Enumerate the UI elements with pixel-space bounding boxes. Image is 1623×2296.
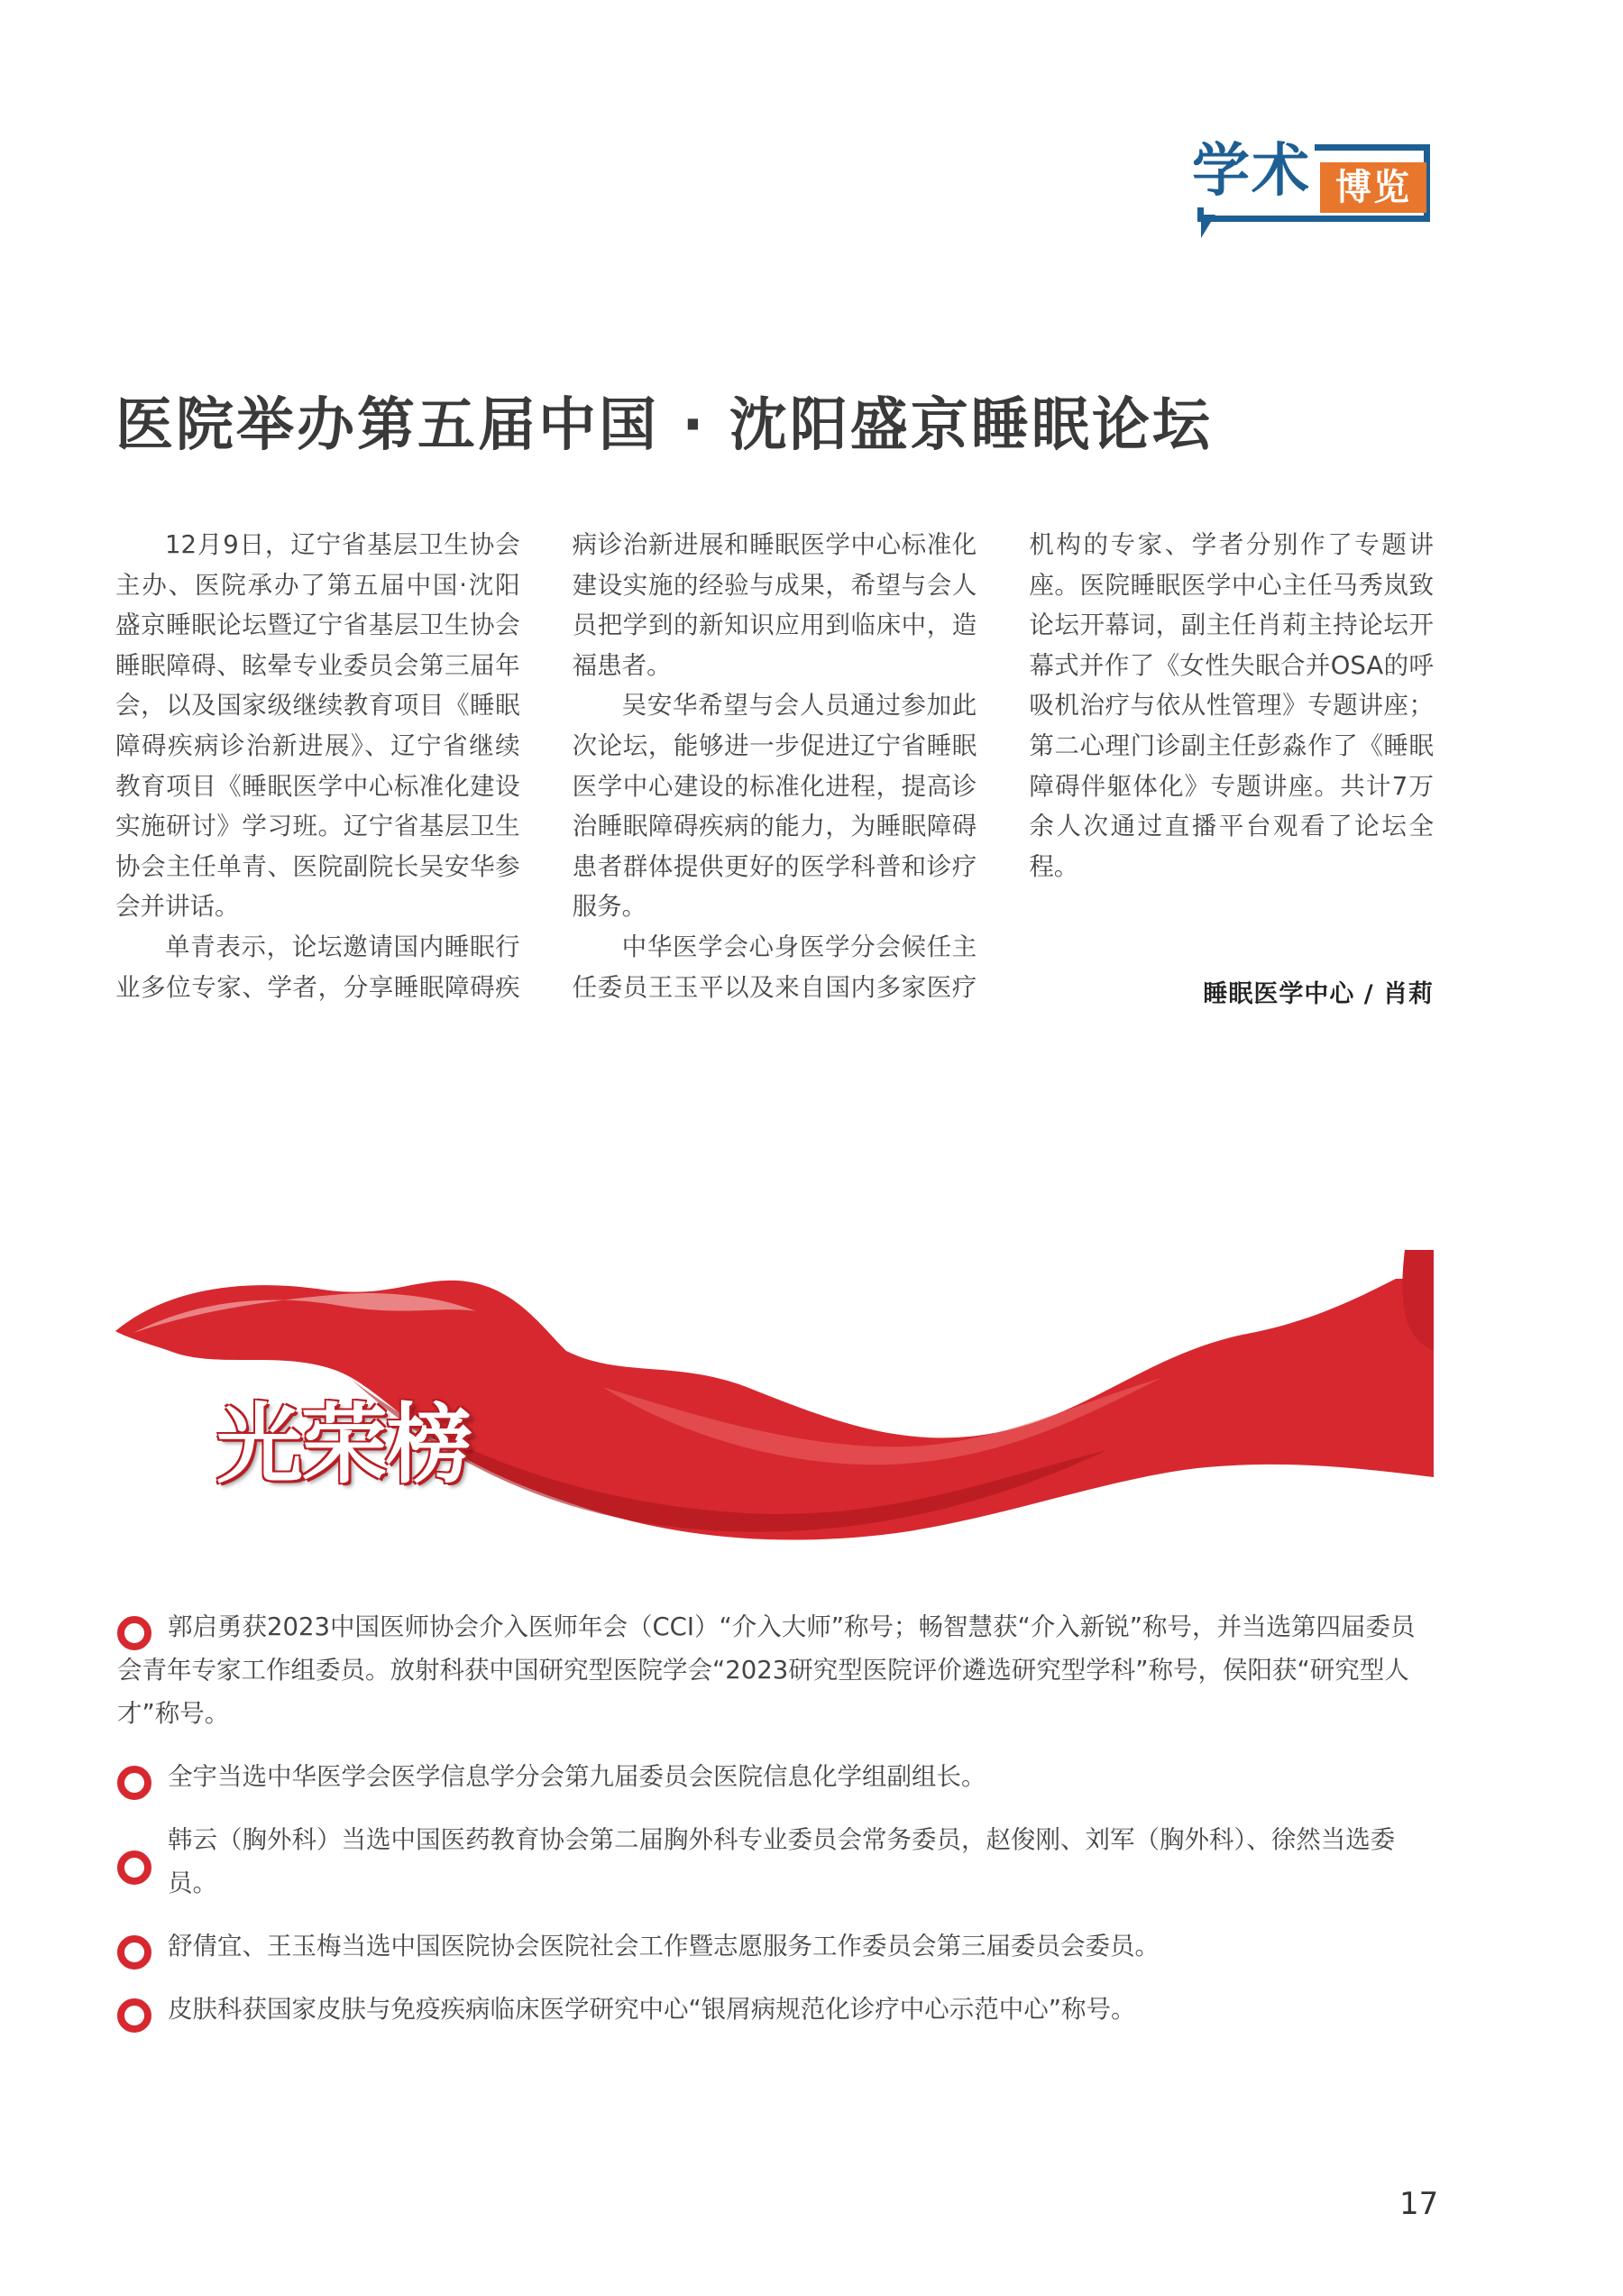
article-title: 医院举办第五届中国 · 沈阳盛京睡眠论坛 — [115, 392, 1213, 459]
honor-text: 皮肤科获国家皮肤与免疫疾病临床医学研究中心“银屑病规范化诊疗中心示范中心”称号。 — [168, 1995, 1136, 2024]
honor-roll-list — [117, 1605, 1435, 2051]
list-item — [117, 1988, 1435, 2031]
list-item — [117, 1755, 1435, 1798]
article-body — [115, 525, 1434, 1030]
honor-text: 舒倩宜、王玉梅当选中国医院协会医院社会工作暨志愿服务工作委员会第三届委员会委员。 — [168, 1932, 1160, 1961]
badge-accent-label: 博览 — [1320, 162, 1426, 213]
bullet-ring-icon — [117, 1616, 151, 1650]
badge-main-label: 学术 — [1188, 135, 1315, 207]
article-paragraph: 中华医学会心身医学分会候任主任委员王玉平以及来自国内多家医疗机构的专家、学者分别作了专题讲座。医院睡眠医学中心主任马秀岚致论坛开幕词，副主任肖莉主持论坛开幕式并作了《女性失眠合并OSA的呼吸机治疗与依从性管理》专题讲座；第二心理门诊副主任彭淼作了《睡眠障碍伴躯体化》专题讲座。共计7万余人次通过直播平台观看了论坛全程。 — [572, 530, 1434, 1002]
article-byline: 睡眠医学中心 / 肖莉 — [1203, 980, 1434, 1008]
honor-text: 韩云（胸外科）当选中国医药教育协会第二届胸外科专业委员会常务委员，赵俊刚、刘军（胸外科）、徐然当选委员。 — [168, 1825, 1396, 1897]
bullet-ring-icon — [117, 1766, 151, 1800]
list-item — [117, 1605, 1435, 1735]
page-number: 17 — [1399, 2186, 1439, 2222]
article-paragraph: 12月9日，辽宁省基层卫生协会主办、医院承办了第五届中国·沈阳盛京睡眠论坛暨辽宁省基层卫生协会睡眠障碍、眩晕专业委员会第三届年会，以及国家级继续教育项目《睡眠障碍疾病诊治新进展》、辽宁省继续教育项目《睡眠医学中心标准化建设实施研讨》学习班。辽宁省基层卫生协会主任单青、医院副院长吴安华参会并讲话。 — [115, 530, 520, 922]
honor-roll-title: 光荣榜 — [216, 1393, 471, 1495]
list-item — [117, 1924, 1435, 1968]
bullet-ring-icon — [117, 1935, 151, 1970]
honor-roll-banner — [115, 1243, 1434, 1549]
honor-text: 郭启勇获2023中国医师协会介入医师年会（CCI）“介入大师”称号；畅智慧获“介入新锐”称号，并当选第四届委员会青年专家工作组委员。放射科获中国研究型医院学会“2023研究型医院评价遴选研究型学科”称号，侯阳获“研究型人才”称号。 — [117, 1612, 1416, 1728]
bullet-ring-icon — [117, 1851, 151, 1885]
section-badge — [1188, 135, 1434, 234]
honor-text: 全宇当选中华医学会医学信息学分会第九届委员会医院信息化学组副组长。 — [168, 1762, 986, 1791]
article-paragraph: 单青表示，论坛邀请国内睡眠行业多位专家、学者，分享睡眠障碍疾病诊治新进展和睡眠医学中心标准化建设实施的经验与成果，希望与会人员把学到的新知识应用到临床中，造福患者。 — [115, 530, 977, 1002]
list-item — [117, 1818, 1435, 1905]
badge-tail — [1201, 215, 1215, 238]
article-paragraph: 吴安华希望与会人员通过参加此次论坛，能够进一步促进辽宁省睡眠医学中心建设的标准化进程，提高诊治睡眠障碍疾病的能力，为睡眠障碍患者群体提供更好的医学科普和诊疗服务。 — [572, 691, 977, 922]
bullet-ring-icon — [117, 1998, 151, 2033]
